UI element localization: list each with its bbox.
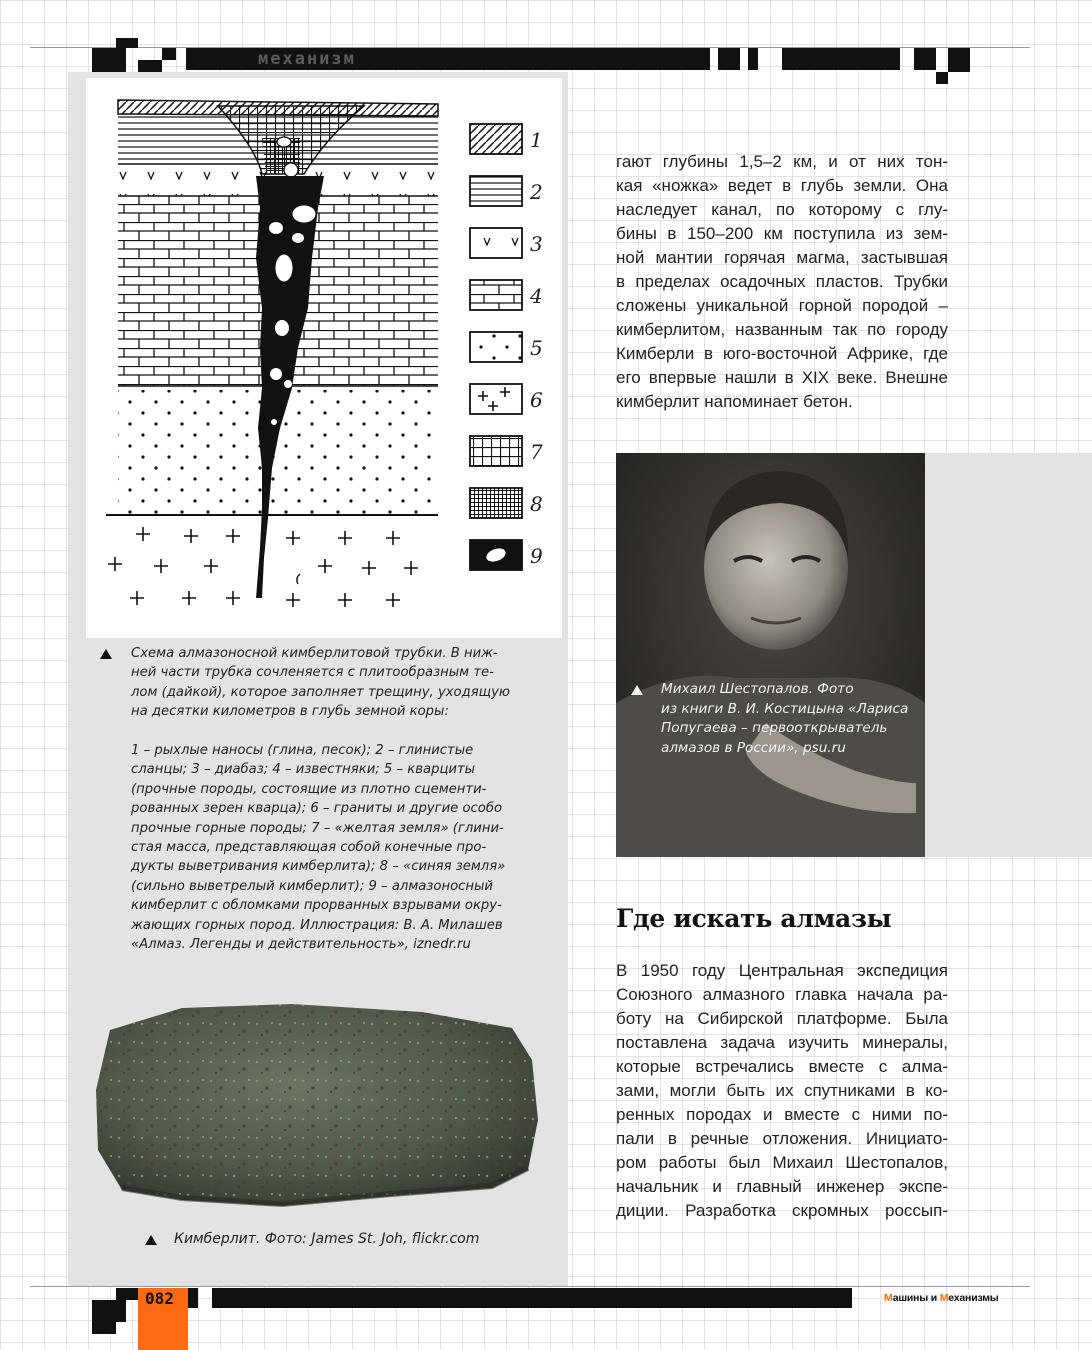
diagram-caption [131,644,551,954]
caption-line: 1 – рыхлые наносы (глина, песок); 2 – глинистые [131,743,474,759]
text-line: пали в речные отложения. Инициато- [616,1129,948,1148]
footer-pixel-block [188,1288,198,1308]
text-line: в пределах осадочных пластов. Трубки [616,272,948,291]
caption-line: лом (дайкой), которое заполняет трещину, уходящую [131,684,510,700]
text-line: поставлена задача изучить минералы, [616,1033,948,1052]
page-number: 082 [145,1289,174,1308]
caption-line: прочные горные породы; 7 – «желтая земля» (глини- [131,820,504,836]
magazine-name [884,1292,999,1304]
header-pixel-block [138,60,162,72]
caption-triangle-icon [100,649,112,659]
header-pixel-block [116,48,126,72]
caption-line: Схема алмазоносной кимберлитовой трубки. В ниж- [131,646,498,661]
text-line: начальник и главный инженер экспе- [616,1177,948,1196]
caption-line: кимберлит с обломками прорванных взрывами окру- [131,898,502,914]
legend-label: 7 [530,440,543,464]
header-pixel-block [116,38,138,48]
header-bar [186,48,710,70]
text-line: боту на Сибирской платформе. Была [616,1009,948,1028]
footer-bar [212,1288,852,1308]
footer-pixel-block [116,1288,138,1300]
caption-triangle-icon [145,1235,157,1245]
text-line: бины в 150–200 км поступила из зем- [616,224,948,243]
caption-line: на десятки километров в глубь земной коры: [131,704,449,720]
text-line: сложены уникальной горной породой – [616,296,948,315]
stone-caption: Кимберлит. Фото: James St. Joh, flickr.com [174,1231,480,1247]
caption-line: Михаил Шестопалов. Фото [661,681,854,697]
section-heading: Где искать алмазы [616,904,892,933]
article-text-bottom [616,959,948,1223]
caption-line: (прочные породы, состоящие из плотно сцементи- [131,781,487,797]
text-line: которые встречались вместе с алма- [616,1057,948,1076]
legend-label: 8 [530,492,543,516]
caption-line: «Алмаз. Легенды и действительность», iznedr.ru [131,937,471,953]
header-pixel-block [92,48,116,72]
text-line: гают глубины 1,5–2 км, и от них тон- [616,152,948,171]
footer-rule [30,1286,1030,1287]
magazine-word: еханизмы [948,1292,999,1304]
header-pixel-block [162,48,176,60]
header-pixel-block [718,48,740,70]
legend-label: 3 [530,232,543,256]
legend-label: 9 [530,544,543,568]
kimberlite-pipe-diagram [86,78,562,638]
portrait-photo [616,453,925,857]
text-line: его впервые нашли в XIX веке. Внешне [616,368,948,387]
caption-line: сланцы; 3 – диабаз; 4 – известняки; 5 – кварциты [131,762,476,778]
photo-caption [661,680,916,758]
caption-line: рованных зерен кварца); 6 – граниты и другие особо [131,801,503,817]
text-line: ром работы был Михаил Шестопалов, [616,1153,948,1172]
text-line: ренных породах и вместе с ними по- [616,1105,948,1124]
legend-label: 5 [530,336,543,360]
footer-pixel-block [116,1300,126,1322]
magazine-initial: М [884,1292,893,1304]
caption-line: стая масса, представляющая собой конечные про- [131,840,487,856]
photo-backdrop [925,453,1092,857]
header-pixel-block [936,72,948,84]
header-pixel-block [948,48,970,72]
text-line: кимберлит напоминает бетон. [616,392,853,411]
caption-line: жающих горных пород. Иллюстрация: В. А. Милашев [131,917,503,933]
section-label: механизм [258,49,356,69]
caption-line: (сильно выветрелый кимберлит); 9 – алмазоносный [131,878,493,894]
article-text-top [616,150,948,414]
text-line: диции. Разработка скромных россып- [616,1201,948,1220]
header-pixel-block [782,48,900,70]
text-line: Союзного алмазного главка начала ра- [616,985,948,1004]
caption-line: алмазов в России», psu.ru [661,739,846,756]
footer-pixel-block [92,1300,116,1334]
caption-line: из книги В. И. Костицына «Лариса [661,700,909,717]
legend-label: 6 [530,388,543,412]
magazine-initial: М [939,1292,949,1304]
header-pixel-block [748,48,758,70]
text-line: кая «ножка» ведет в глубь земли. Она [616,176,948,195]
caption-line: Попугаева – первооткрыватель [661,720,888,737]
text-line: кимберлитом, названным так по городу [616,320,948,339]
magazine-word: ашины и [892,1292,940,1304]
legend-label: 1 [530,128,543,152]
legend-label: 2 [530,180,543,204]
text-line: наследует канал, по которому с глу- [616,200,948,219]
caption-triangle-icon [631,685,643,695]
text-line: В 1950 году Центральная экспедиция [616,961,948,980]
legend-label: 4 [530,284,543,308]
header-pixel-block [914,48,936,70]
text-line: зами, могли быть их спутниками в ко- [616,1081,948,1100]
caption-line: ней части трубка сочленяется с плитообразным те- [131,665,494,681]
text-line: ной мантии горячая магма, застывшая [616,248,948,267]
kimberlite-photo [92,1000,542,1210]
caption-line: дукты выветривания кимберлита); 8 – «синяя земля» [131,859,506,875]
text-line: Кимберли в юго-восточной Африке, где [616,344,948,363]
